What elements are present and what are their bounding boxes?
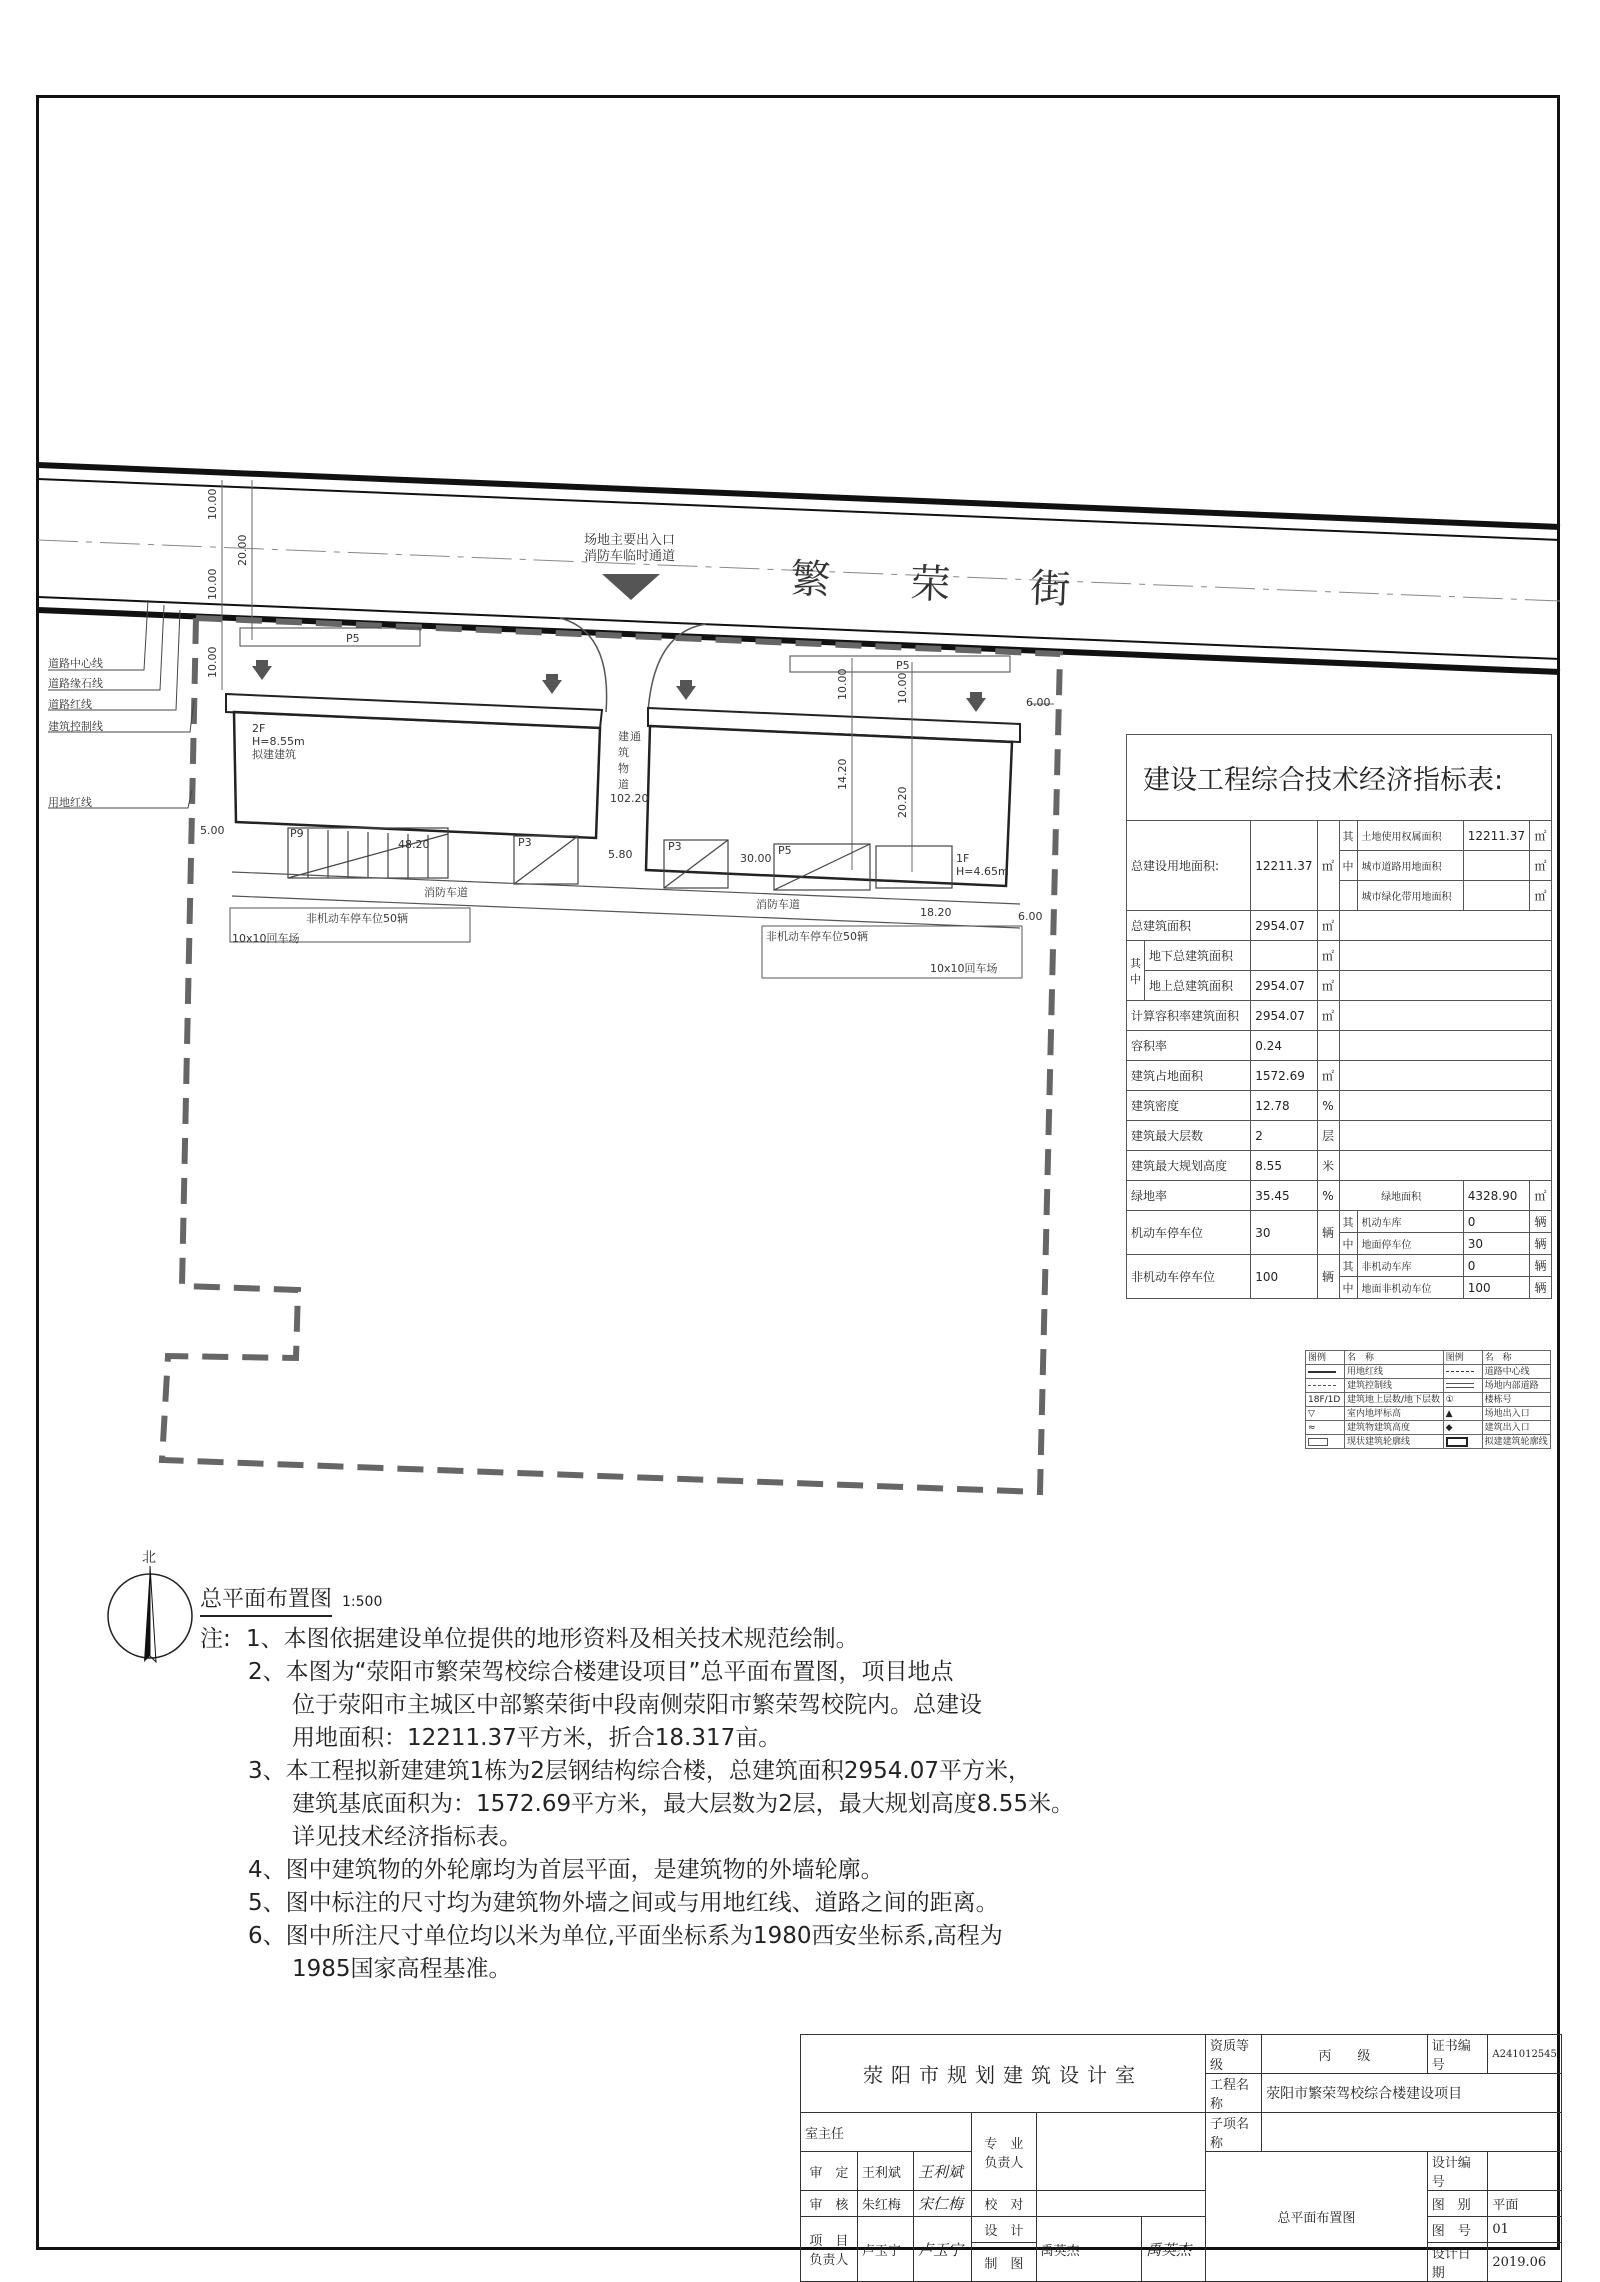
total-land-value: 12211.37 [1251, 821, 1317, 911]
legend-label: 建筑控制线 [1345, 1379, 1444, 1393]
legend-symbol-height-icon: ≈ [1306, 1421, 1345, 1435]
unit: % [1317, 1091, 1339, 1121]
bike-value: 100 [1251, 1255, 1317, 1299]
fire-lane-label-east: 消防车道 [756, 898, 800, 911]
dim-label: 6.00 [1026, 696, 1051, 709]
motor-sub-value: 0 [1463, 1211, 1529, 1233]
legend-label: 现状建筑轮廓线 [1345, 1435, 1444, 1449]
parking-label: P3 [668, 840, 682, 853]
blank-cell [1036, 2113, 1205, 2191]
title-block-table [800, 2034, 1562, 2282]
legend-symbol-internal-road-icon [1443, 1379, 1482, 1393]
blank-cell [1339, 1091, 1552, 1121]
note-1: 注: 1、本图依据建设单位提供的地形资料及相关技术规范绘制。 [200, 1623, 1200, 1656]
bike-label: 非机动车停车位 [1127, 1255, 1251, 1299]
indicator-grid [1126, 820, 1552, 1299]
qizhong-label: 其 中 [1127, 941, 1145, 1001]
title-block [800, 2034, 1562, 2281]
legend-symbol-proposed-outline-icon [1443, 1435, 1482, 1449]
turnaround-label-2: 10x10回车场 [930, 962, 998, 975]
far-area-label: 计算容积率建筑面积 [1127, 1001, 1251, 1031]
street-curb-north [38, 479, 1560, 540]
bike-sub-value: 100 [1463, 1277, 1529, 1299]
height-label: 建筑最大规划高度 [1127, 1151, 1251, 1181]
note-2: 2、本图为“荥阳市繁荣驾校综合楼建设项目”总平面布置图，项目地点 位于荥阳市主城区中部繁荣街中段南侧荥阳市繁荣驾校院内。总建设 用地面积：12211.37平方米，折合18.317亩。 [248, 1659, 982, 1751]
qizhong: 中 [1339, 1277, 1357, 1299]
project-name: 荥阳市繁荣驾校综合楼建设项目 [1262, 2074, 1562, 2113]
legend-label: 用地红线 [1345, 1365, 1444, 1379]
density-value: 12.78 [1251, 1091, 1317, 1121]
north-label: 北 [142, 1550, 156, 1566]
legend-label: 建筑物建筑高度 [1345, 1421, 1444, 1435]
north-arrow [100, 1544, 200, 1664]
dim-label: 10.00 [836, 668, 849, 700]
legend-symbol-center-line-icon [1443, 1365, 1482, 1379]
green-area-label: 绿地面积 [1339, 1181, 1463, 1211]
qizhong: 其 [1339, 1255, 1357, 1277]
building-entrance-icons [252, 660, 986, 712]
unit: ㎡ [1317, 911, 1339, 941]
passage-char: 筑 [618, 746, 629, 759]
land-sub-label: 土地使用权属面积 [1357, 821, 1463, 851]
legend-symbol-building-entrance-icon: ◆ [1443, 1421, 1482, 1435]
qizhong: 中 [1339, 1233, 1357, 1255]
parking-label: P5 [778, 844, 792, 857]
leader-road-center: 道路中心线 [48, 657, 103, 670]
indicator-table [1126, 734, 1552, 1299]
grade-label: 资质等级 [1205, 2035, 1261, 2074]
unit: ㎡ [1317, 1061, 1339, 1091]
unit: ㎡ [1530, 851, 1552, 881]
dim-label: 10.00 [206, 488, 219, 520]
building-east-roof-edge [648, 708, 1020, 742]
motor-sub-label: 机动车库 [1357, 1211, 1463, 1233]
qizhong-blank [1339, 881, 1357, 911]
height-value: 8.55 [1251, 1151, 1317, 1181]
total-floor-label: 总建筑面积 [1127, 911, 1251, 941]
passage-char: 物 [618, 762, 629, 775]
dim-label: 10.00 [206, 646, 219, 678]
blank-cell [1339, 1001, 1552, 1031]
legend-symbol-control-line-icon [1306, 1379, 1345, 1393]
unit: ㎡ [1317, 821, 1339, 911]
fire-lane-label-west: 消防车道 [424, 886, 468, 899]
project-label: 工程名称 [1205, 2074, 1261, 2113]
review-name: 朱红梅 [857, 2191, 913, 2217]
far-value: 0.24 [1251, 1031, 1317, 1061]
dim-label: 5.00 [200, 824, 225, 837]
blank-cell [1339, 911, 1552, 941]
bike-sub-label: 地面非机动车位 [1357, 1277, 1463, 1299]
approve-name: 王利斌 [857, 2152, 913, 2191]
entrance-label-2: 消防车临时通道 [584, 549, 676, 564]
entrance-arrow-icon [602, 574, 660, 600]
leader-red-line: 道路红线 [48, 698, 92, 711]
turnaround-label-1: 10x10回车场 [232, 932, 300, 945]
director-label: 室主任 [801, 2113, 972, 2152]
unit: 辆 [1317, 1211, 1339, 1255]
unit: ㎡ [1530, 1181, 1552, 1211]
density-label: 建筑密度 [1127, 1091, 1251, 1121]
parking-label: P3 [518, 836, 532, 849]
dim-label: 5.80 [608, 848, 633, 861]
motor-label: 机动车停车位 [1127, 1211, 1251, 1255]
leader-land-red-line: 用地红线 [48, 796, 92, 809]
legend-label: 楼栋号 [1482, 1393, 1550, 1407]
legend-label: 道路中心线 [1482, 1365, 1550, 1379]
legend-header: 图例 [1306, 1351, 1345, 1365]
legend-symbol-building-no-icon: ① [1443, 1393, 1482, 1407]
building-2f-height: H=8.55m [252, 735, 305, 748]
design-no-value [1488, 2152, 1562, 2191]
unit: ㎡ [1530, 821, 1552, 851]
land-sub-label: 城市道路用地面积 [1357, 851, 1463, 881]
site-boundary [162, 618, 1060, 1492]
land-sub-value [1463, 851, 1529, 881]
blank-cell [1339, 941, 1552, 971]
bike-parking-label-2: 非机动车停车位50辆 [766, 930, 868, 943]
leader-building-control: 建筑控制线 [48, 720, 103, 733]
review-label: 审 核 [801, 2191, 858, 2217]
category-value: 平面 [1488, 2191, 1562, 2217]
dim-label: 20.00 [236, 534, 249, 566]
dim-label: 10.00 [206, 568, 219, 600]
bike-sub-value: 0 [1463, 1255, 1529, 1277]
check-value [1036, 2191, 1205, 2217]
legend-label: 建筑地上层数/地下层数 [1345, 1393, 1444, 1407]
footprint-label: 建筑占地面积 [1127, 1061, 1251, 1091]
north-arrow-needle-icon [144, 1566, 150, 1662]
approve-label: 审 定 [801, 2152, 858, 2191]
parking-label: P5 [896, 659, 910, 672]
entrance-label-1: 场地主要出入口 [584, 533, 676, 548]
unit: ㎡ [1530, 881, 1552, 911]
design-label: 设 计 [972, 2217, 1036, 2243]
building-2f-floors: 2F [252, 722, 266, 735]
dim-label: 6.00 [1018, 910, 1043, 923]
indicator-table-title: 建设工程综合技术经济指标表: [1126, 734, 1552, 820]
far-area-value: 2954.07 [1251, 1001, 1317, 1031]
designer-name: 禹英杰 [1036, 2217, 1142, 2282]
legend-header: 图例 [1443, 1351, 1482, 1365]
date-label: 设计日期 [1427, 2243, 1488, 2282]
firm-name: 荥阳市规划建筑设计室 [801, 2035, 1206, 2113]
bike-sub-label: 非机动车库 [1357, 1255, 1463, 1277]
blank-cell [1339, 1061, 1552, 1091]
legend-label: 拟建建筑轮廓线 [1482, 1435, 1550, 1449]
note-6: 6、图中所注尺寸单位均以米为单位,平面坐标系为1980西安坐标系,高程为 1985国家高程基准。 [248, 1923, 1003, 1982]
check-label: 校 对 [972, 2191, 1036, 2217]
motor-sub-value: 30 [1463, 1233, 1529, 1255]
cert-label: 证书编号 [1427, 2035, 1488, 2074]
unit: 辆 [1530, 1211, 1552, 1233]
legend-table [1305, 1350, 1551, 1449]
legend-label: 场地出入口 [1482, 1407, 1550, 1421]
green-label: 绿地率 [1127, 1181, 1251, 1211]
building-2f-label: 拟建建筑 [252, 748, 296, 761]
leader-curb: 道路缘石线 [48, 677, 103, 690]
review-signature: 宋仁梅 [913, 2191, 971, 2217]
aboveground-value: 2954.07 [1251, 971, 1317, 1001]
draw-label: 制 图 [972, 2243, 1036, 2282]
legend [1305, 1350, 1551, 1449]
unit: 辆 [1530, 1277, 1552, 1299]
building-west-roof-edge [226, 694, 602, 728]
designer-signature: 禹英杰 [1142, 2217, 1206, 2282]
subproject-value [1262, 2113, 1562, 2152]
dim-label: 20.20 [896, 786, 909, 818]
pm-name: 卢玉宁 [857, 2217, 913, 2282]
qizhong: 中 [1339, 851, 1357, 881]
blank-cell [1339, 1031, 1552, 1061]
unit: 辆 [1317, 1255, 1339, 1299]
legend-label: 建筑出入口 [1482, 1421, 1550, 1435]
note-4: 4、图中建筑物的外轮廓均为首层平面，是建筑物的外墙轮廓。 [248, 1857, 884, 1883]
note-3: 3、本工程拟新建建筑1栋为2层钢结构综合楼，总建筑面积2954.07平方米， 建筑基底面积为：1572.69平方米，最大层数为2层，最大规划高度8.55米。 详见技术经济指标表。 [248, 1758, 1074, 1850]
notes [200, 1582, 1200, 1986]
green-value: 35.45 [1251, 1181, 1317, 1211]
building-1f-height: H=4.65m [956, 865, 1009, 878]
dim-lines-east [852, 658, 1054, 872]
legend-header: 名 称 [1482, 1351, 1550, 1365]
motor-sub-label: 地面停车位 [1357, 1233, 1463, 1255]
street-edge-north [38, 465, 1560, 527]
unit: ㎡ [1317, 971, 1339, 1001]
map-title-row [200, 1582, 1200, 1617]
underground-value [1251, 941, 1317, 971]
parking-label: P9 [290, 827, 304, 840]
number-value: 01 [1488, 2217, 1562, 2243]
blank-cell [1339, 1151, 1552, 1181]
design-no-label: 设计编号 [1427, 2152, 1488, 2191]
blank-cell [1339, 971, 1552, 1001]
legend-header: 名 称 [1345, 1351, 1444, 1365]
aboveground-label: 地上总建筑面积 [1145, 971, 1251, 1001]
approve-signature: 王利斌 [913, 2152, 971, 2191]
map-scale: 1:500 [342, 1594, 383, 1610]
north-arrow-needle-outline-icon [150, 1566, 156, 1662]
total-floor-value: 2954.07 [1251, 911, 1317, 941]
number-label: 图 号 [1427, 2217, 1488, 2243]
far-label: 容积率 [1127, 1031, 1251, 1061]
footprint-value: 1572.69 [1251, 1061, 1317, 1091]
date-value: 2019.06 [1488, 2243, 1562, 2282]
passage-char: 道 [618, 778, 629, 791]
legend-symbol-existing-outline-icon [1306, 1435, 1345, 1449]
parking-label: P5 [346, 632, 360, 645]
underground-label: 地下总建筑面积 [1145, 941, 1251, 971]
note-label: 注: [200, 1626, 231, 1652]
legend-symbol-floors: 18F/1D [1306, 1393, 1345, 1407]
grade-value: 丙 级 [1262, 2035, 1428, 2074]
green-area-value: 4328.90 [1463, 1181, 1529, 1211]
street-name: 繁 荣 街 [789, 556, 1072, 614]
dim-lines-left [222, 480, 252, 690]
unit: ㎡ [1317, 1001, 1339, 1031]
passage-char: 建 [618, 730, 629, 743]
unit: 辆 [1530, 1233, 1552, 1255]
unit: 辆 [1530, 1255, 1552, 1277]
subproject-label: 子项名称 [1205, 2113, 1261, 2152]
passage-char: 通 [630, 730, 641, 743]
qizhong: 其 [1339, 1211, 1357, 1233]
floors-value: 2 [1251, 1121, 1317, 1151]
unit: 层 [1317, 1121, 1339, 1151]
note-5: 5、图中标注的尺寸均为建筑物外墙之间或与用地红线、道路之间的距离。 [248, 1890, 999, 1916]
qizhong: 其 [1339, 821, 1357, 851]
floors-label: 建筑最大层数 [1127, 1121, 1251, 1151]
legend-symbol-red-line-icon [1306, 1365, 1345, 1379]
legend-symbol-site-entrance-icon: ▲ [1443, 1407, 1482, 1421]
bike-parking-label-1: 非机动车停车位50辆 [306, 912, 408, 925]
category-label: 图 别 [1427, 2191, 1488, 2217]
dim-label: 10.00 [896, 672, 909, 704]
dim-label: 48.20 [398, 838, 430, 851]
building-west [234, 712, 600, 838]
dim-label: 30.00 [740, 852, 772, 865]
parking-strip-north-west [240, 628, 420, 646]
legend-label: 室内地坪标高 [1345, 1407, 1444, 1421]
unit-blank [1317, 1031, 1339, 1061]
unit: ㎡ [1317, 941, 1339, 971]
dim-label: 18.20 [920, 906, 952, 919]
unit: 米 [1317, 1151, 1339, 1181]
total-land-label: 总建设用地面积: [1127, 821, 1251, 911]
land-sub-label: 城市绿化带用地面积 [1357, 881, 1463, 911]
unit: % [1317, 1181, 1339, 1211]
land-sub-value [1463, 881, 1529, 911]
blank-cell [1339, 1121, 1552, 1151]
major-label: 专 业 负责人 [972, 2113, 1036, 2191]
dim-label: 14.20 [836, 758, 849, 790]
map-title: 总平面布置图 [200, 1582, 332, 1617]
land-sub-value: 12211.37 [1463, 821, 1529, 851]
drawing-name: 总平面布置图 [1205, 2152, 1427, 2282]
legend-label: 场地内部道路 [1482, 1379, 1550, 1393]
pm-label: 项 目 负责人 [801, 2217, 858, 2282]
cert-value: A241012545 [1488, 2035, 1562, 2074]
pm-signature: 卢玉宁 [913, 2217, 971, 2282]
dim-label: 102.20 [610, 792, 649, 805]
legend-symbol-floor-level-icon: ▽ [1306, 1407, 1345, 1421]
building-1f-floors: 1F [956, 852, 970, 865]
motor-value: 30 [1251, 1211, 1317, 1255]
